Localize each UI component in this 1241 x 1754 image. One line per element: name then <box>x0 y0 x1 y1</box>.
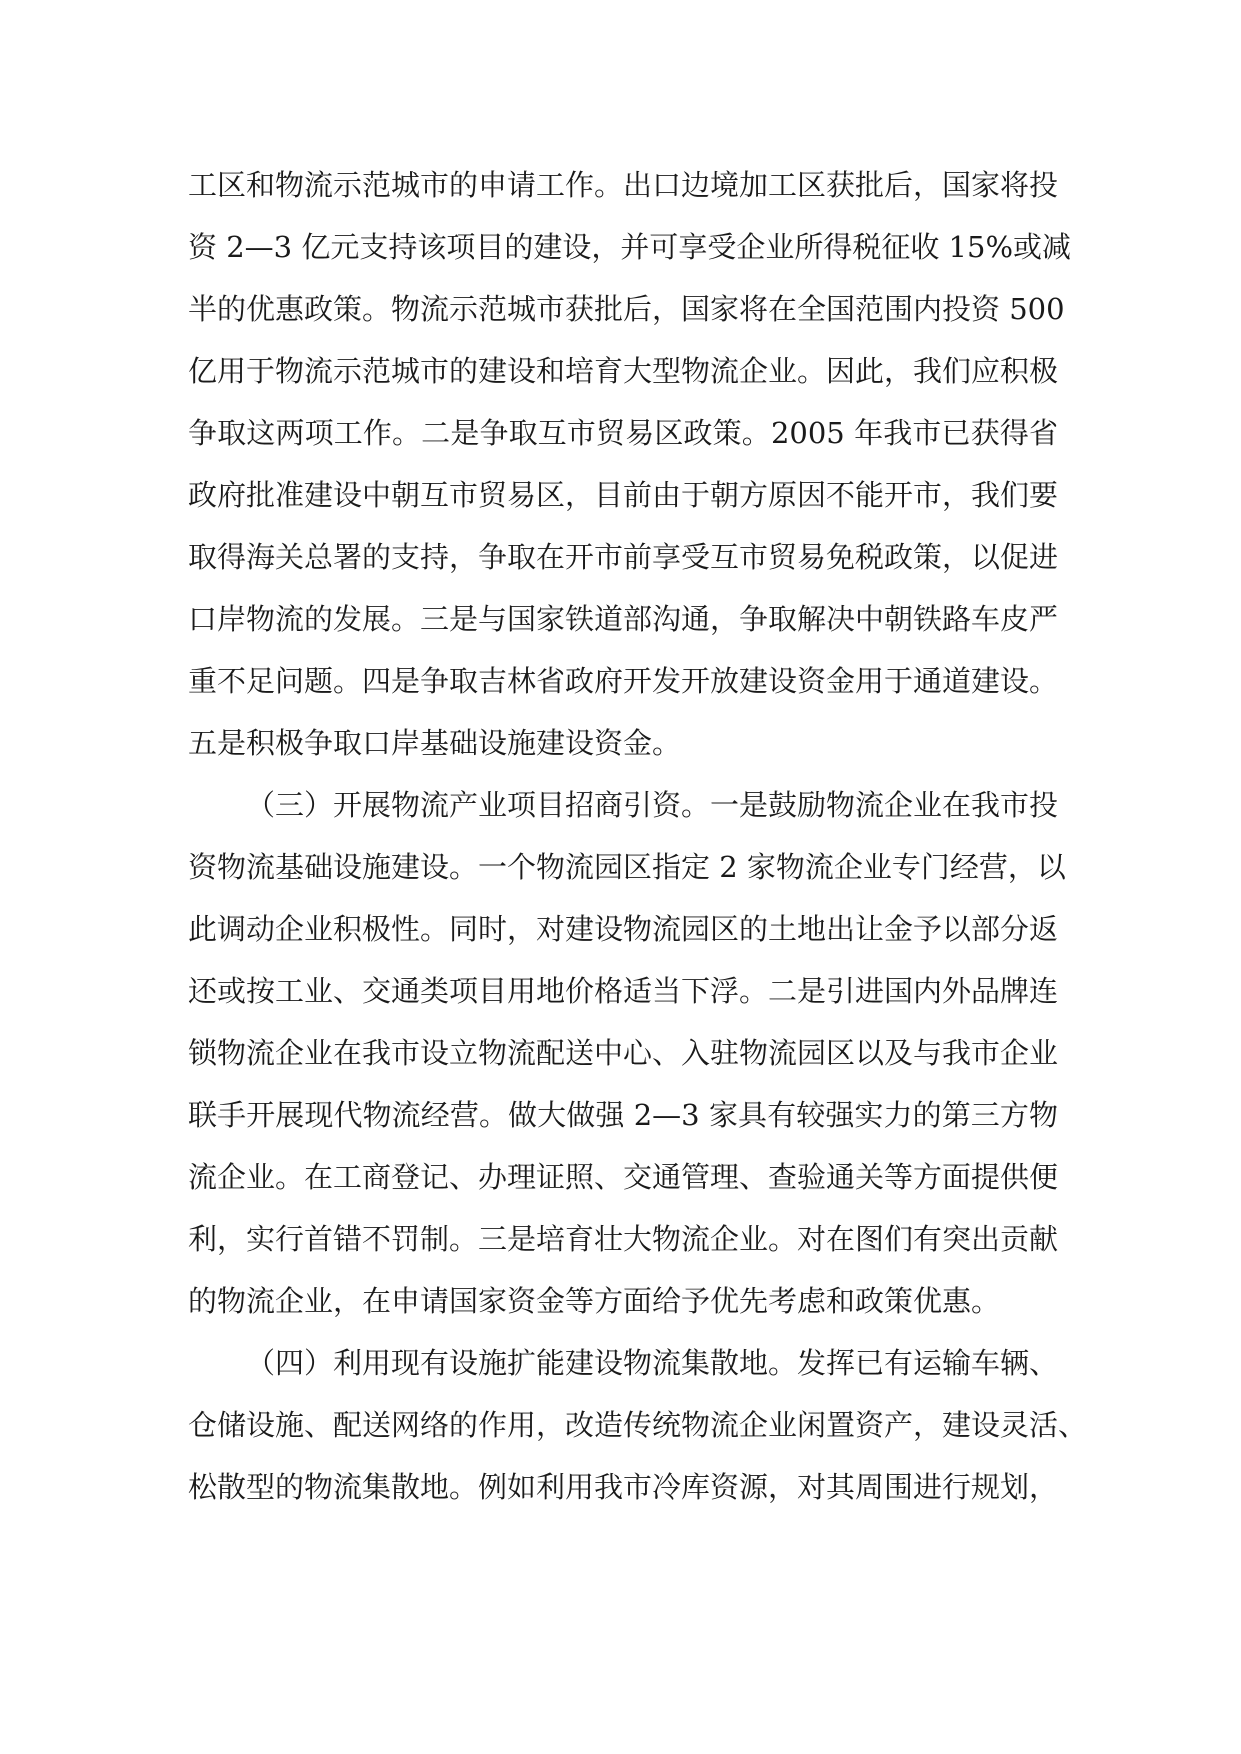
paragraph-start-line: （四）利用现有设施扩能建设物流集散地。发挥已有运输车辆、 <box>246 1346 1059 1380</box>
text-line: 口岸物流的发展。三是与国家铁道部沟通，争取解决中朝铁路车皮严 <box>188 602 1059 636</box>
paragraph-start-line: （三）开展物流产业项目招商引资。一是鼓励物流企业在我市投 <box>246 788 1059 822</box>
text-line: 亿用于物流示范城市的建设和培育大型物流企业。因此，我们应积极 <box>188 354 1059 388</box>
text-line: 此调动企业积极性。同时，对建设物流园区的土地出让金予以部分返 <box>188 912 1059 946</box>
text-line: 工区和物流示范城市的申请工作。出口边境加工区获批后，国家将投 <box>188 168 1059 202</box>
text-line: 资物流基础设施建设。一个物流园区指定 2 家物流企业专门经营，以 <box>188 850 1066 884</box>
text-line: 五是积极争取口岸基础设施建设资金。 <box>188 726 682 760</box>
text-line: 政府批准建设中朝互市贸易区，目前由于朝方原因不能开市，我们要 <box>188 478 1059 512</box>
text-line: 流企业。在工商登记、办理证照、交通管理、查验通关等方面提供便 <box>188 1160 1059 1194</box>
text-line: 锁物流企业在我市设立物流配送中心、入驻物流园区以及与我市企业 <box>188 1036 1059 1070</box>
text-line: 松散型的物流集散地。例如利用我市冷库资源，对其周围进行规划， <box>188 1470 1059 1504</box>
text-line: 的物流企业，在申请国家资金等方面给予优先考虑和政策优惠。 <box>188 1284 1001 1318</box>
text-line: 半的优惠政策。物流示范城市获批后，国家将在全国范围内投资 500 <box>188 292 1065 326</box>
text-line: 联手开展现代物流经营。做大做强 2—3 家具有较强实力的第三方物 <box>188 1098 1058 1132</box>
text-line: 重不足问题。四是争取吉林省政府开发开放建设资金用于通道建设。 <box>188 664 1059 698</box>
text-line: 还或按工业、交通类项目用地价格适当下浮。二是引进国内外品牌连 <box>188 974 1059 1008</box>
text-line: 仓储设施、配送网络的作用，改造传统物流企业闲置资产，建设灵活、 <box>188 1408 1088 1442</box>
text-line: 利，实行首错不罚制。三是培育壮大物流企业。对在图们有突出贡献 <box>188 1222 1059 1256</box>
text-line: 资 2—3 亿元支持该项目的建设，并可享受企业所得税征收 15%或减 <box>188 230 1072 264</box>
text-line: 争取这两项工作。二是争取互市贸易区政策。2005 年我市已获得省 <box>188 416 1058 450</box>
body-text <box>188 154 1088 1518</box>
text-line: 取得海关总署的支持，争取在开市前享受互市贸易免税政策，以促进 <box>188 540 1059 574</box>
